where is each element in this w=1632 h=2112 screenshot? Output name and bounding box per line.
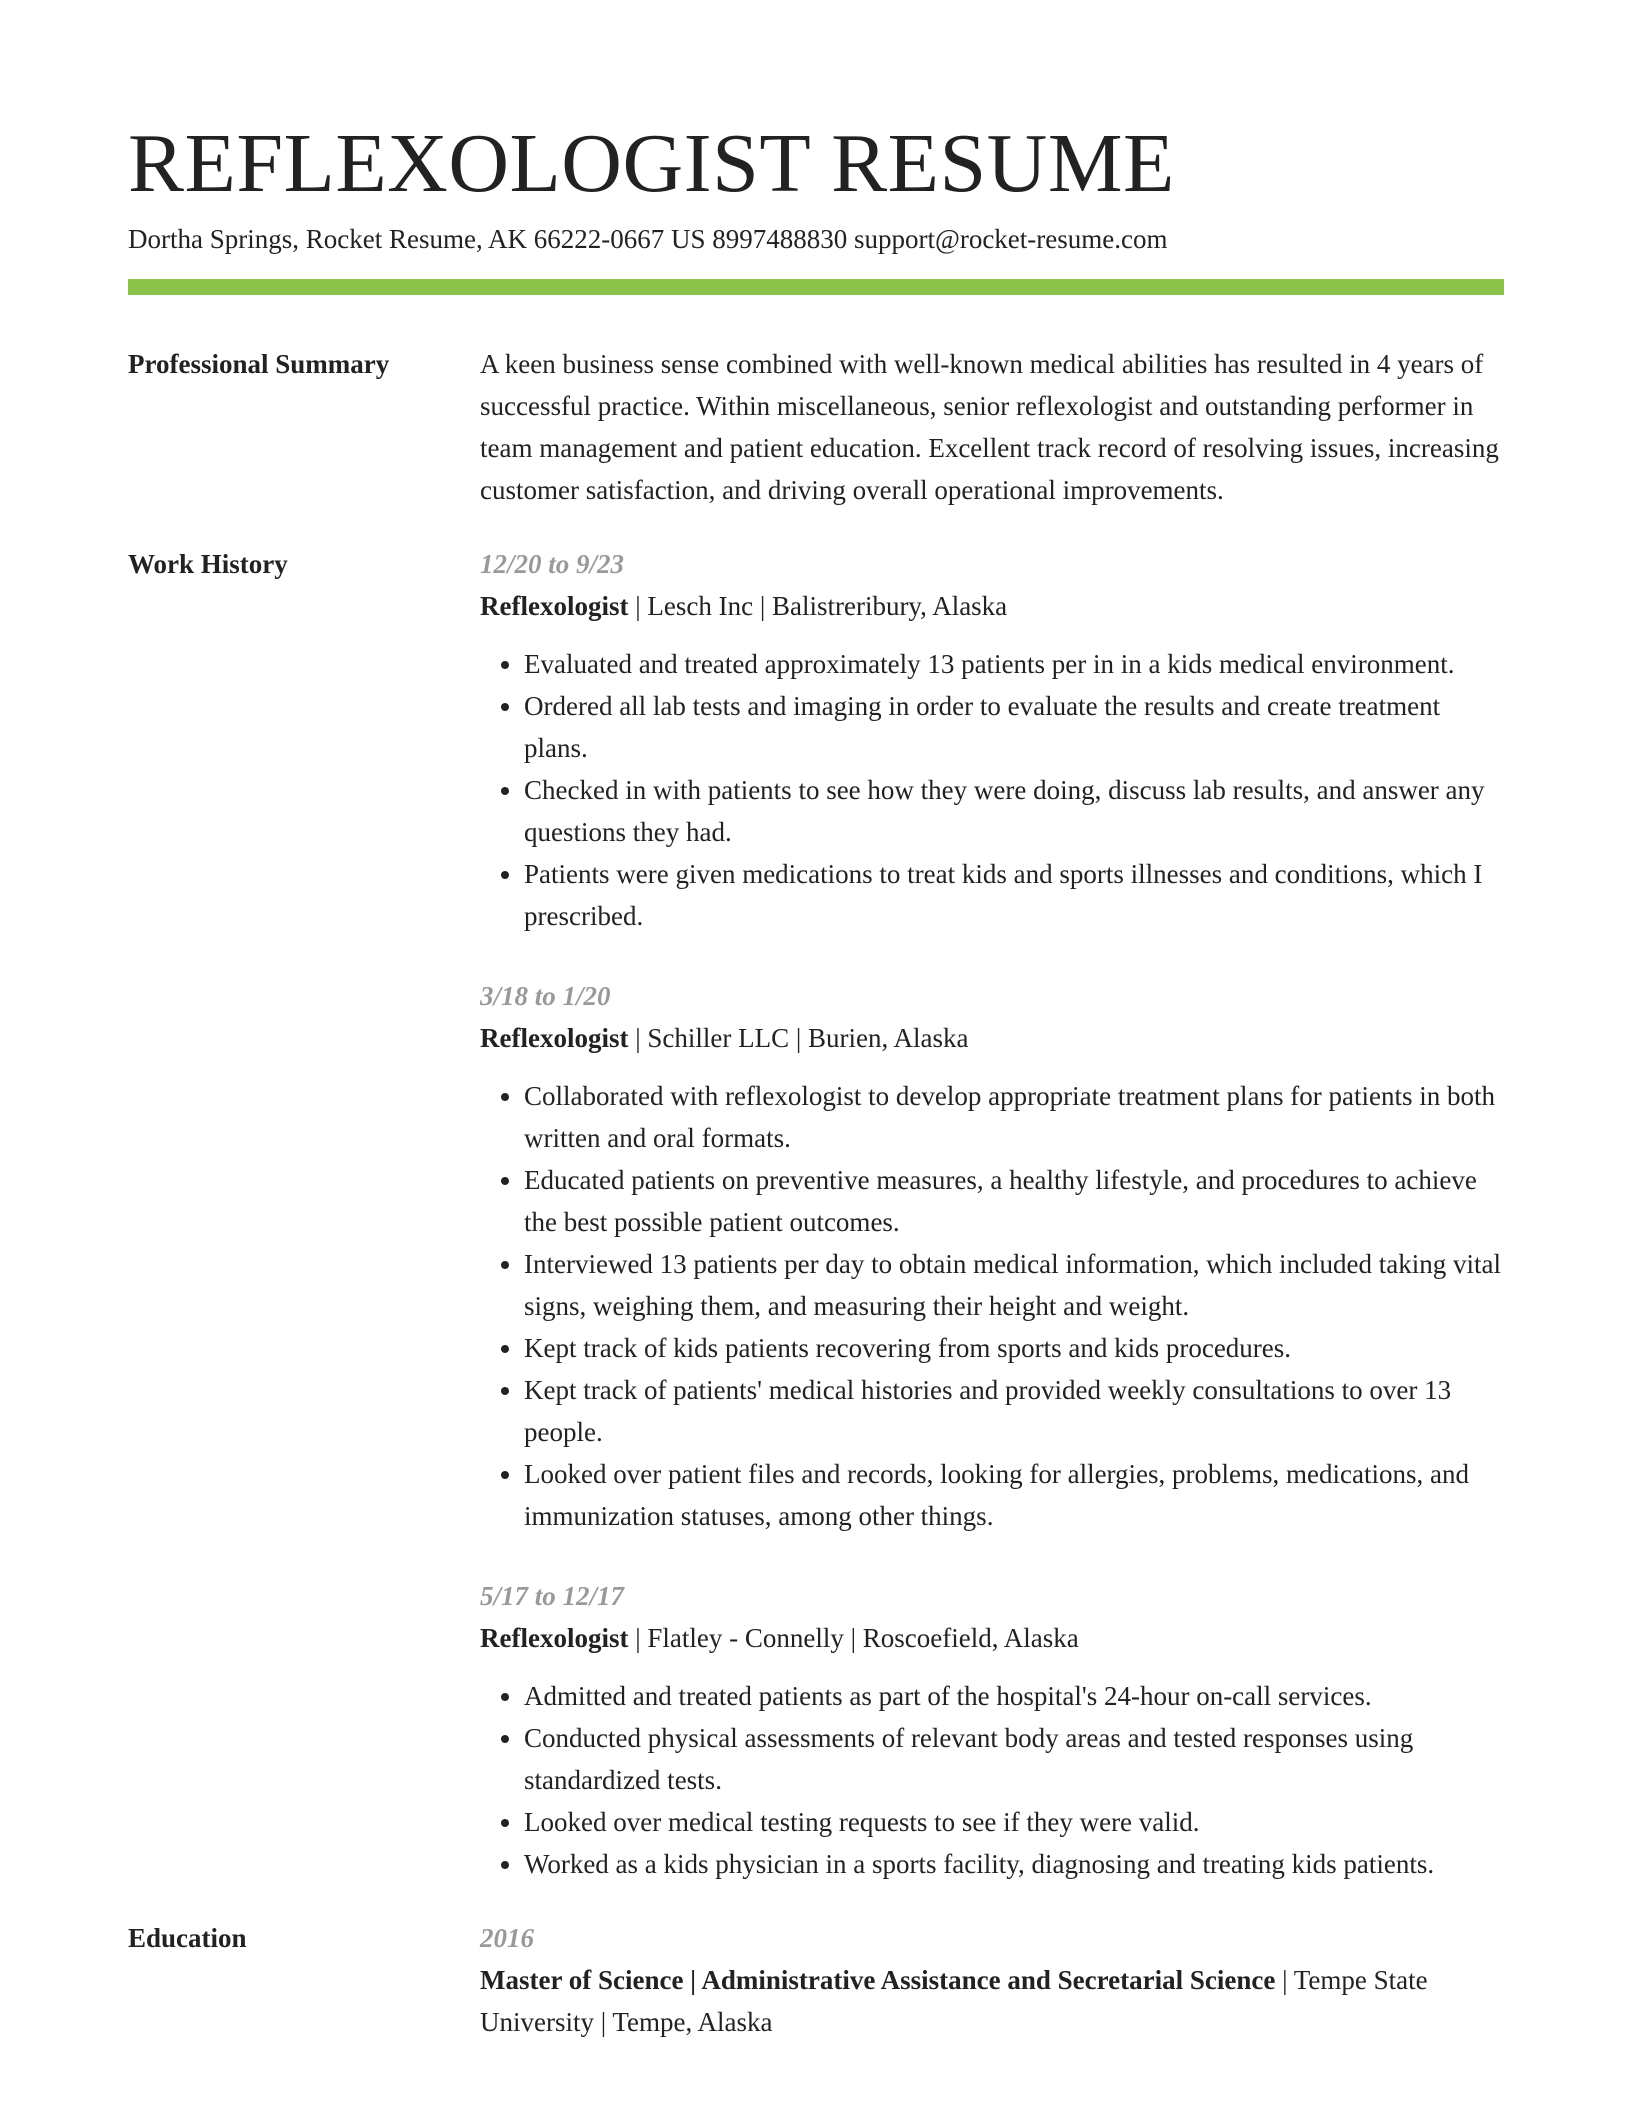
job-title: Reflexologist [480,1623,629,1654]
job-entry [480,543,1504,937]
job-bullet: • Interviewed 13 patients per day to obtain medical information, which included taking vital signs, weighing them, and measuring their height and weight. [524,1243,1504,1327]
job-role-line [480,1617,1504,1659]
job-bullets [480,643,1504,937]
job-bullet: • Kept track of patients' medical histories and provided weekly consultations to over 13 people. [524,1369,1504,1453]
job-title: Reflexologist [480,591,629,622]
job-role-line [480,585,1504,627]
resume-title: REFLEXOLOGIST RESUME [128,117,1175,210]
education-section [128,1917,1504,2043]
job-bullet: • Checked in with patients to see how they were doing, discuss lab results, and answer any questions they had. [524,769,1504,853]
job-bullet: • Patients were given medications to treat kids and sports illnesses and conditions, which I prescribed. [524,853,1504,937]
job-bullet: • Kept track of kids patients recovering from sports and kids procedures. [524,1327,1504,1369]
job-details: | Lesch Inc | Balistreribury, Alaska [628,591,1008,622]
education-degree: Master of Science | Administrative Assistance and Secretarial Science [480,1965,1276,1996]
job-dates: 3/18 to 1/20 [480,981,611,1012]
job-bullet: • Ordered all lab tests and imaging in order to evaluate the results and create treatment plans. [524,685,1504,769]
job-entry [480,975,1504,1537]
job-bullet: • Admitted and treated patients as part of the hospital's 24-hour on-call services. [524,1675,1504,1717]
work-history-section [128,543,1504,1885]
job-title: Reflexologist [480,1023,629,1054]
section-label-work: Work History [128,549,288,580]
accent-divider [128,279,1504,295]
job-bullet: • Worked as a kids physician in a sports facility, diagnosing and treating kids patients. [524,1843,1504,1885]
job-dates: 12/20 to 9/23 [480,549,625,580]
job-bullet: • Looked over patient files and records, looking for allergies, problems, medications, and immunization statuses, among other things. [524,1453,1504,1537]
resume-page [128,0,1504,2043]
job-bullet: • Educated patients on preventive measures, a healthy lifestyle, and procedures to achieve the best possible patient outcomes. [524,1159,1504,1243]
education-school: | Tempe State University | Tempe, Alaska [480,1965,1428,2038]
professional-summary-section [128,343,1504,511]
section-label-summary: Professional Summary [128,349,390,380]
job-bullet: • Conducted physical assessments of relevant body areas and tested responses using standardized tests. [524,1717,1504,1801]
job-details: | Schiller LLC | Burien, Alaska [628,1023,969,1054]
section-label-education: Education [128,1923,247,1954]
job-bullet: • Looked over medical testing requests to see if they were valid. [524,1801,1504,1843]
job-details: | Flatley - Connelly | Roscoefield, Alaska [628,1623,1079,1654]
job-dates: 5/17 to 12/17 [480,1581,625,1612]
summary-text: A keen business sense combined with well-known medical abilities has resulted in 4 years of successful practice. Within miscellaneous, senior reflexologist and outstanding performer in team management and patient education. Excellent track record of resolving issues, increasing customer satisfaction, and driving overall operational improvements. [480,349,1499,506]
job-bullet: • Evaluated and treated approximately 13 patients per in in a kids medical environment. [524,643,1504,685]
job-role-line [480,1017,1504,1059]
job-bullets [480,1075,1504,1537]
job-bullet: • Collaborated with reflexologist to develop appropriate treatment plans for patients in both written and oral formats. [524,1075,1504,1159]
education-line [480,1959,1504,2043]
education-year: 2016 [480,1923,534,1954]
job-bullets [480,1675,1504,1885]
job-entry [480,1575,1504,1885]
contact-line: Dortha Springs, Rocket Resume, AK 66222-0667 US 8997488830 support@rocket-resume.com [128,224,1168,255]
